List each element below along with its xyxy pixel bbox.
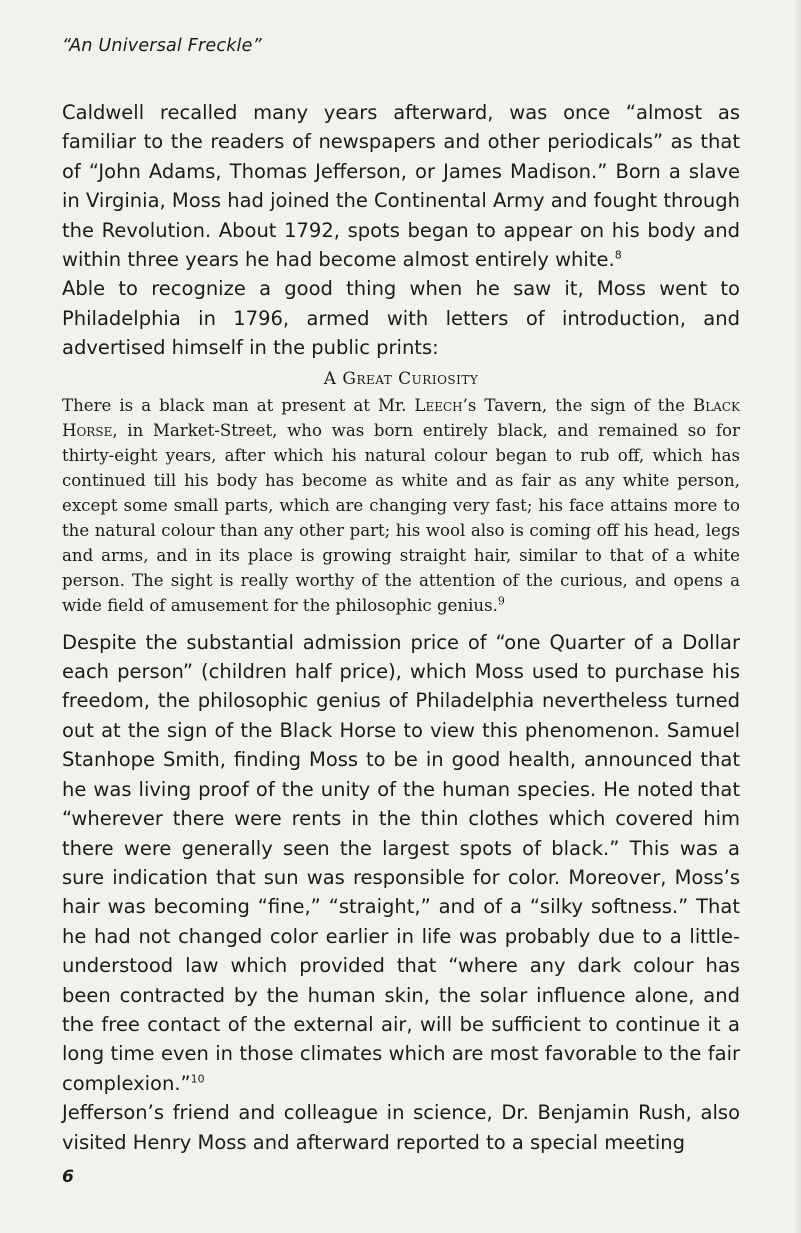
running-head: “An Universal Freckle”: [62, 36, 262, 56]
paragraph-3-text: Despite the substantial admission price of “one Quarter of a Dollar each person” (children half price), which Moss used to purchase his freedom, the philosophic genius of Philadelphia nevertheless turned out at the sign of the Black Horse to view this phenomenon. Samuel Stanhope Smith, finding Moss to be in good health, announced that he was living proof of the unity of the human species. He noted that “wherever there were rents in the thin clothes which covered him there were generally seen the largest spots of black.” This was a sure indication that sun was responsible for color. Moreover, Moss’s hair was becoming “fine,” “straight,” and of a “silky softness.” That he had not changed color earlier in life was probably due to a little-understood law which provided that “where any dark colour has been contracted by the human skin, the solar influence alone, and the free contact of the external air, will be sufficient to continue it a long time even in those climates which are most favorable to the fair complexion.”: [62, 630, 740, 1095]
advert-text-part-3: , in Market-Street, who was born entirely black, and remained so for thirty-eight years, after which his natural colour began to rub off, which has continued till his body has become as white and as fair as any white person, except some small parts, which are changing very fast; his face attains more to the natural colour than any other part; his wool also is coming off his head, legs and arms, and in its place is growing straight hair, similar to that of a white person. The sight is really worthy of the attention of the curious, and opens a wide field of amusement for the philosophic genius.: [62, 420, 740, 615]
advert-black-horse: Black Horse: [62, 395, 740, 440]
advert-leech: Leech: [414, 395, 463, 415]
paragraph-1-text: Caldwell recalled many years afterward, was once “almost as familiar to the readers of newspapers and other periodicals” as that of “John Adams, Thomas Jefferson, or James Madison.” Born a slave in Virginia, Moss had joined the Continental Army and fought through the Revolution. About 1792, spots began to appear on his body and within three years he had become almost entirely white.: [62, 101, 740, 272]
advert-text-part-1: There is a black man at present at Mr.: [62, 395, 415, 415]
paragraph-2: [62, 274, 740, 362]
paragraph-2-text: Able to recognize a good thing when he saw it, Moss went to Philadelphia in 1796, armed with letters of introduction, and advertised himself in the public prints:: [62, 277, 740, 360]
advert-quote: [62, 393, 740, 618]
body-text: [62, 98, 740, 1157]
paragraph-3: [62, 628, 740, 1099]
advert-heading: A Great Curiosity: [323, 368, 479, 389]
advert-text: [62, 393, 740, 618]
advert-text-part-2: ’s Tavern, the sign of the: [462, 395, 693, 415]
paragraph-1: [62, 98, 740, 274]
footnote-ref-10: 10: [190, 1072, 205, 1086]
paragraph-4-text: Jefferson’s friend and colleague in science, Dr. Benjamin Rush, also visited Henry Moss and afterward reported to a special meeting: [62, 1101, 740, 1154]
page-number: 6: [62, 1167, 74, 1187]
paragraph-4: [62, 1098, 740, 1157]
footnote-ref-9: 9: [497, 594, 505, 608]
page-edge-shadow: [793, 0, 801, 1233]
footnote-ref-8: 8: [614, 248, 622, 262]
